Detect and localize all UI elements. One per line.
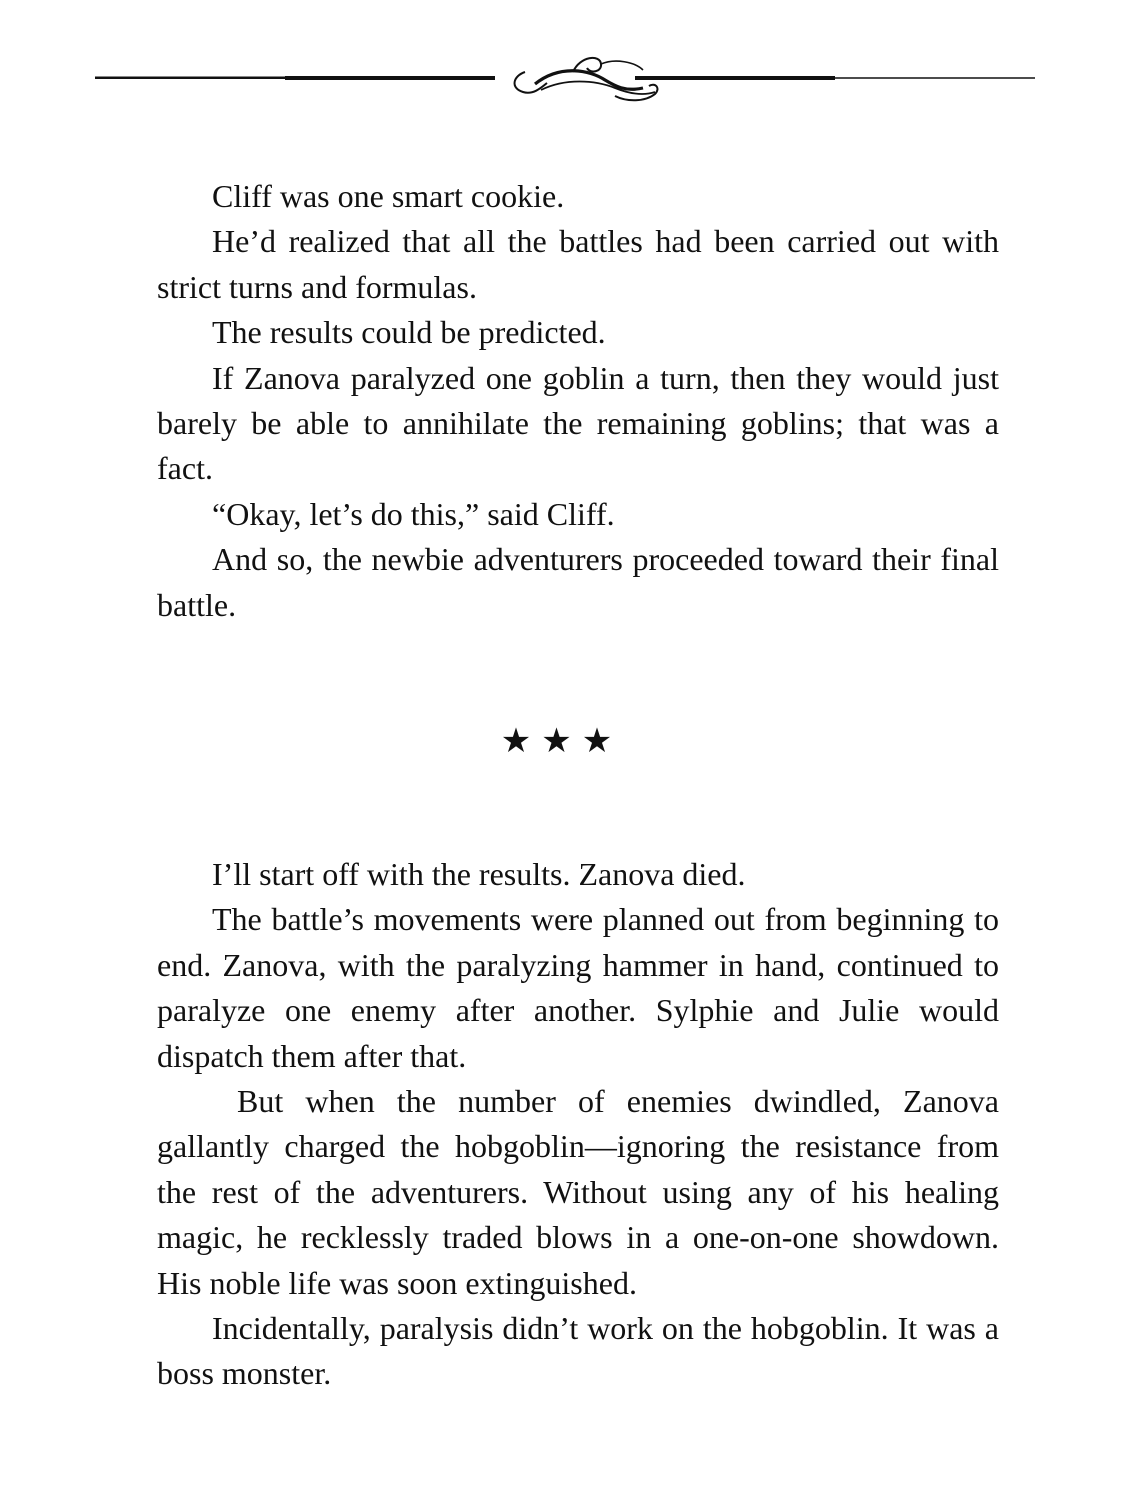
paragraph: “Okay, let’s do this,” said Cliff. <box>212 495 615 532</box>
paragraph: Incidentally, paralysis didn’t work on the hobgoblin. It was a boss monster. <box>157 1310 999 1392</box>
paragraph: And so, the newbie adventurers proceeded toward their final battle. <box>157 541 999 623</box>
scene-break-stars: ★★★ <box>500 721 623 761</box>
story-section-2 <box>157 852 999 1397</box>
paragraph: The battle’s movements were planned out from beginning to end. Zanova, with the paralyzing hammer in hand, continued to paralyze one enemy after another. Sylphie and Julie would dispatch them after that. <box>157 901 999 1074</box>
paragraph: I’ll start off with the results. Zanova died. <box>212 856 746 892</box>
paragraph: Cliff was one smart cookie. <box>212 178 565 214</box>
paragraph: The results could be predicted. <box>212 314 606 351</box>
paragraph: He’d realized that all the battles had been carried out with strict turns and formulas. <box>157 223 999 305</box>
flourish-divider-icon <box>95 52 1035 108</box>
paragraph: If Zanova paralyzed one goblin a turn, then they would just barely be able to annihilate the remaining goblins; that was a fact. <box>157 359 999 487</box>
story-section-1 <box>157 174 999 628</box>
paragraph: But when the number of enemies dwindled, Zanova gallantly charged the hobgoblin—ignoring the resistance from the rest of the adventurers. Without using any of his healing magic, he recklessly traded blows in a one-on-one showdown. His noble life was soon extinguished. <box>157 1083 999 1301</box>
